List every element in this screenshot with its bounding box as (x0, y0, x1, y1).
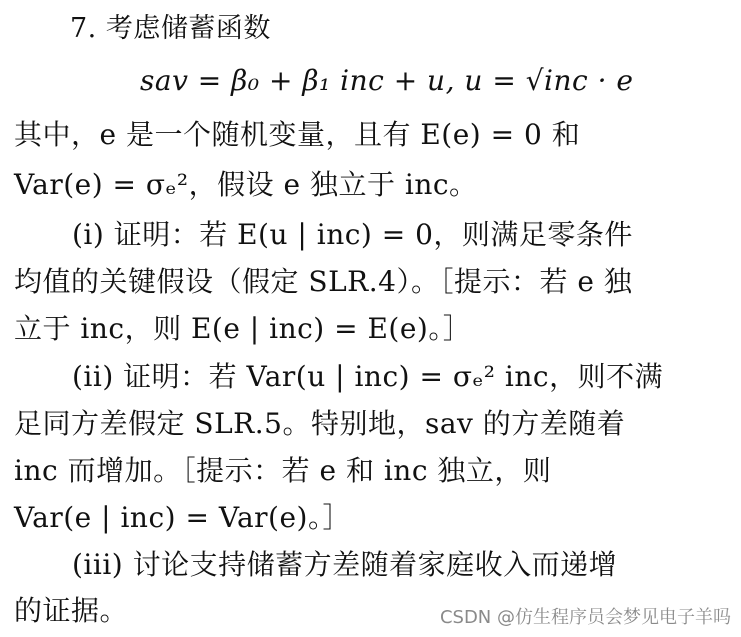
part-i-line-2: 均值的关键假设（假定 SLR.4）。［提示：若 e 独 (14, 265, 633, 298)
problem-heading: 7. 考虑储蓄函数 (70, 13, 271, 44)
part-ii-line-2: 足同方差假定 SLR.5。特别地，sav 的方差随着 (14, 407, 626, 440)
part-ii-line-4: Var(e | inc) = Var(e)。］ (14, 501, 351, 534)
part-i-line-3: 立于 inc，则 E(e | inc) = E(e)。］ (14, 312, 472, 345)
paragraph-line-2: Var(e) = σₑ²，假设 e 独立于 inc。 (14, 168, 478, 201)
part-iii-line-2: 的证据。 (14, 594, 129, 627)
paragraph-line-1: 其中，e 是一个随机变量，且有 E(e) = 0 和 (14, 118, 581, 151)
part-iii-line-1: (iii) 讨论支持储蓄方差随着家庭收入而递增 (72, 548, 618, 581)
part-ii-line-3: inc 而增加。［提示：若 e 和 inc 独立，则 (14, 454, 552, 487)
part-ii-line-1: (ii) 证明：若 Var(u | inc) = σₑ² inc，则不满 (72, 360, 664, 393)
part-i-line-1: (i) 证明：若 E(u | inc) = 0，则满足零条件 (72, 218, 633, 251)
watermark: CSDN @仿生程序员会梦见电子羊吗 (439, 607, 731, 628)
savings-formula: sav = β₀ + β₁ inc + u, u = √inc · e (140, 64, 634, 97)
